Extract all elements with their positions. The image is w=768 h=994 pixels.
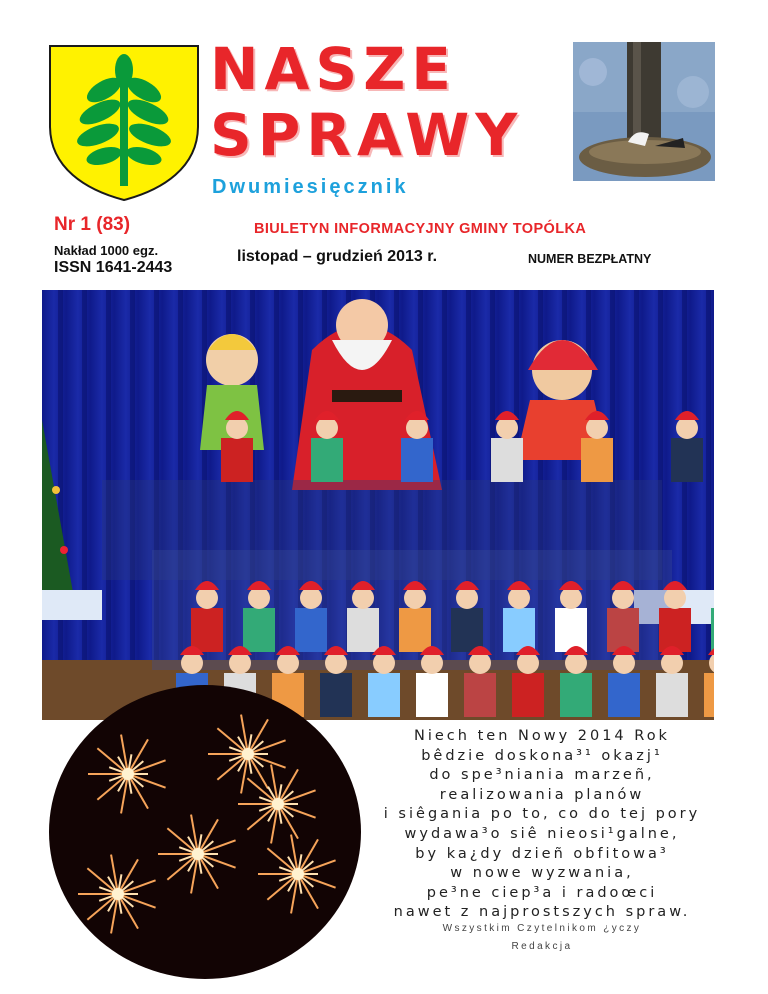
child-face <box>517 652 539 674</box>
child-face <box>664 587 686 609</box>
child-figure <box>368 673 400 717</box>
child-figure <box>607 608 639 652</box>
child-face <box>586 417 608 439</box>
child-face <box>456 587 478 609</box>
fireworks-photo <box>48 684 362 980</box>
greeting-line: bêdzie doskona³¹ okazj¹ <box>421 747 663 764</box>
child-figure <box>671 438 703 482</box>
child-figure <box>399 608 431 652</box>
child-face <box>226 417 248 439</box>
child-figure <box>401 438 433 482</box>
child-figure <box>347 608 379 652</box>
child-face <box>316 417 338 439</box>
greeting-wishes: Wszystkim Czytelnikom ¿yczy <box>442 923 642 934</box>
child-face <box>496 417 518 439</box>
masthead-subtitle: Dwumiesięcznik <box>212 176 409 198</box>
firework-core <box>112 888 124 900</box>
child-face <box>421 652 443 674</box>
child-figure <box>581 438 613 482</box>
greeting-line: nawet z najprostszych spraw. <box>393 904 691 921</box>
greeting-line: w nowe wyzwania, <box>450 865 634 882</box>
child-face <box>565 652 587 674</box>
greeting-line: by ka¿dy dzieñ obfitowa³ <box>415 845 669 862</box>
child-face <box>612 587 634 609</box>
firework-core <box>242 748 254 760</box>
child-figure <box>221 438 253 482</box>
child-figure <box>311 438 343 482</box>
child-face <box>352 587 374 609</box>
greeting-line: wydawa³o siê nieosi¹galne, <box>404 825 680 842</box>
firework-core <box>192 848 204 860</box>
child-figure <box>491 438 523 482</box>
free-issue-label: NUMER BEZPŁATNY <box>528 252 652 266</box>
child-figure <box>243 608 275 652</box>
child-face <box>181 652 203 674</box>
child-face <box>277 652 299 674</box>
child-face <box>325 652 347 674</box>
child-figure <box>704 673 714 717</box>
greeting-line: Niech ten Nowy 2014 Rok <box>414 728 670 744</box>
masthead-title-line2: SPRAWY <box>210 101 524 169</box>
firework-core <box>272 798 284 810</box>
child-figure <box>295 608 327 652</box>
child-face <box>469 652 491 674</box>
child-figure <box>608 673 640 717</box>
child-face <box>406 417 428 439</box>
child-figure <box>555 608 587 652</box>
christmas-group-photo <box>42 290 714 720</box>
stork-nest-photo <box>573 42 715 181</box>
greeting-line: i siêgania po to, co do tej pory <box>383 806 701 823</box>
circulation: Nakład 1000 egz. <box>54 243 159 258</box>
child-face <box>248 587 270 609</box>
child-face <box>661 652 683 674</box>
issue-date: listopad – grudzień 2013 r. <box>237 248 438 265</box>
tree-crest-icon <box>44 42 204 202</box>
child-figure <box>512 673 544 717</box>
greeting-line: realizowania planów <box>439 786 645 803</box>
child-face <box>229 652 251 674</box>
child-figure <box>656 673 688 717</box>
greeting-signature: Redakcja <box>511 941 573 952</box>
child-face <box>196 587 218 609</box>
child-figure <box>416 673 448 717</box>
child-face <box>300 587 322 609</box>
child-figure <box>560 673 592 717</box>
child-figure <box>191 608 223 652</box>
child-face <box>373 652 395 674</box>
firework-core <box>292 868 304 880</box>
new-year-greeting <box>372 727 712 923</box>
child-face <box>404 587 426 609</box>
child-figure <box>659 608 691 652</box>
firework-core <box>122 768 134 780</box>
child-face <box>508 587 530 609</box>
issue-number: Nr 1 (83) <box>54 214 131 235</box>
child-face <box>613 652 635 674</box>
child-face <box>560 587 582 609</box>
issn: ISSN 1641-2443 <box>54 259 173 276</box>
greeting-line: pe³ne ciep³a i radoœci <box>426 884 658 901</box>
child-figure <box>711 608 714 652</box>
child-figure <box>451 608 483 652</box>
child-figure <box>464 673 496 717</box>
bulletin-title: BIULETYN INFORMACYJNY GMINY TOPÓLKA <box>254 221 587 237</box>
masthead-title-line1: NASZE <box>210 35 457 103</box>
child-face <box>676 417 698 439</box>
child-figure <box>503 608 535 652</box>
greeting-line: do spe³niania marzeñ, <box>429 767 655 784</box>
